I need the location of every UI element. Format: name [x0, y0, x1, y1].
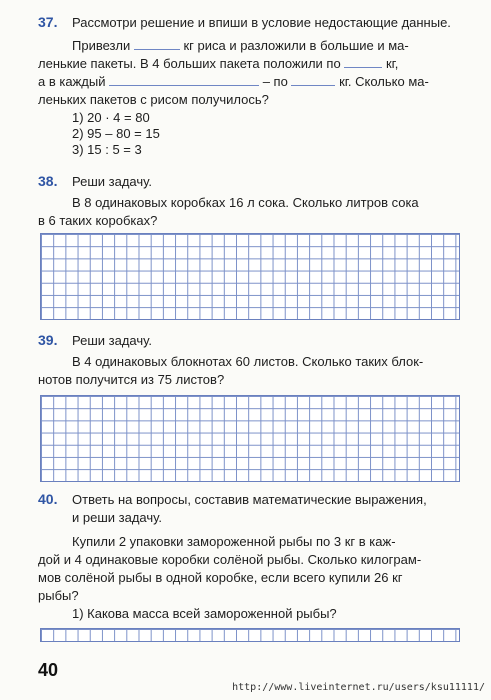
text-line: в 6 таких коробках?: [38, 213, 158, 228]
page-number: 40: [38, 660, 59, 680]
text-line: В 4 одинаковых блокнотах 60 листов. Сколько таких блок-: [72, 354, 424, 369]
text-line: мов солёной рыбы в одной коробке, если всего купили 26 кг: [38, 570, 403, 585]
exercise-title: Рассмотри решение и впиши в условие недостающие данные.: [72, 15, 451, 30]
watermark-url: http://www.liveinternet.ru/users/ksu11111/: [232, 682, 485, 693]
answer-blank[interactable]: [291, 74, 335, 86]
answer-grid[interactable]: [40, 395, 460, 482]
text-line: нотов получится из 75 листов?: [38, 372, 225, 387]
exercise-number: 39.: [38, 332, 58, 348]
answer-blank[interactable]: [134, 38, 180, 50]
text-line: леньких пакетов с рисом получилось?: [38, 92, 269, 107]
text-line: рыбы?: [38, 588, 79, 603]
exercise-number: 40.: [38, 491, 58, 507]
text-line: ленькие пакеты. В 4 больших пакета положили по кг,: [38, 56, 399, 71]
text-line: В 8 одинаковых коробках 16 л сока. Сколько литров сока: [72, 195, 419, 210]
answer-blank[interactable]: [109, 74, 259, 86]
answer-grid[interactable]: [40, 233, 460, 320]
exercise-number: 38.: [38, 173, 58, 189]
solution-step-1: 1) 20 · 4 = 80: [72, 110, 150, 125]
exercise-title: Реши задачу.: [72, 333, 152, 348]
text-line: дой и 4 одинаковые коробки солёной рыбы. Сколько килограм-: [38, 552, 422, 567]
text-line: а в каждый – по кг. Сколько ма-: [38, 74, 429, 89]
exercise-title: Реши задачу.: [72, 174, 152, 189]
text-line: Купили 2 упаковки замороженной рыбы по 3 кг в каж-: [72, 534, 396, 549]
exercise-title: Ответь на вопросы, составив математические выражения,: [72, 492, 427, 507]
question-1: 1) Какова масса всей замороженной рыбы?: [72, 606, 337, 621]
exercise-title-cont: и реши задачу.: [72, 510, 162, 525]
exercise-number: 37.: [38, 14, 58, 30]
text-line: Привезли кг риса и разложили в большие и ма-: [72, 38, 409, 53]
answer-blank[interactable]: [344, 56, 382, 68]
solution-step-2: 2) 95 – 80 = 15: [72, 126, 160, 141]
answer-grid[interactable]: [40, 628, 460, 642]
solution-step-3: 3) 15 : 5 = 3: [72, 142, 142, 157]
